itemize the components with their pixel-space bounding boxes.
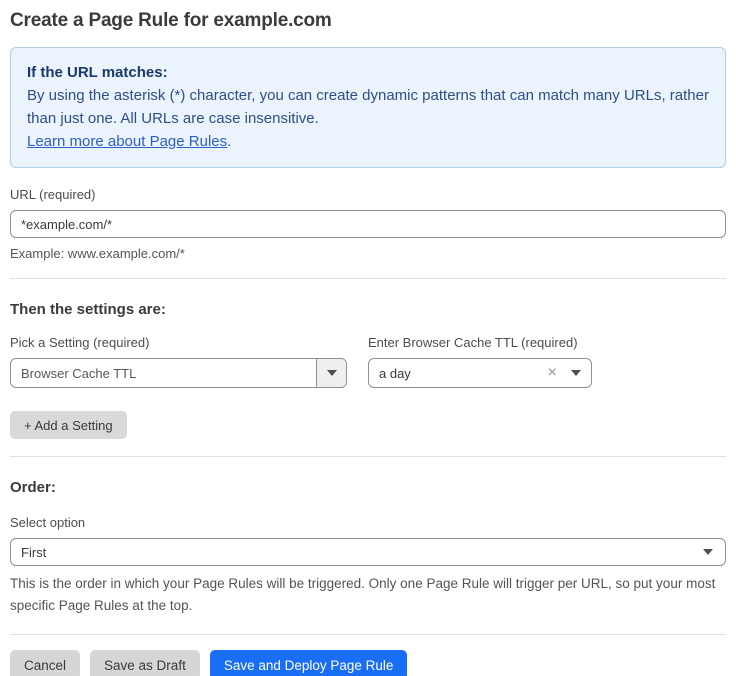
- clear-icon[interactable]: ×: [547, 364, 557, 381]
- ttl-picker-label: Enter Browser Cache TTL (required): [368, 335, 578, 350]
- ttl-picker-column: [368, 318, 592, 388]
- setting-picker-caret-segment[interactable]: [316, 359, 346, 387]
- chevron-down-icon: [327, 370, 337, 376]
- order-select[interactable]: [10, 538, 726, 566]
- save-and-deploy-button[interactable]: Save and Deploy Page Rule: [210, 650, 408, 676]
- order-select-value: First: [21, 544, 47, 560]
- ttl-picker-combobox[interactable]: [368, 358, 592, 388]
- order-helper-text: This is the order in which your Page Rules will be triggered. Only one Page Rule will trigger per URL, so put your most specific Page Rules at the top.: [10, 576, 716, 613]
- setting-picker-label: Pick a Setting (required): [10, 335, 150, 350]
- setting-picker-select[interactable]: [10, 358, 347, 388]
- form-actions: [10, 650, 726, 676]
- chevron-down-icon: [703, 549, 713, 555]
- divider: [10, 278, 726, 279]
- settings-row: [10, 318, 726, 388]
- setting-picker-column: [10, 318, 347, 388]
- setting-picker-value: Browser Cache TTL: [21, 365, 137, 381]
- save-as-draft-button[interactable]: Save as Draft: [90, 650, 200, 676]
- url-field-label: URL (required): [10, 187, 96, 202]
- page-title: Create a Page Rule for example.com: [10, 10, 332, 31]
- chevron-down-icon: [571, 370, 581, 376]
- url-input[interactable]: [10, 210, 726, 238]
- cancel-button[interactable]: Cancel: [10, 650, 80, 676]
- divider: [10, 456, 726, 457]
- link-suffix: .: [227, 133, 232, 150]
- add-setting-button[interactable]: + Add a Setting: [10, 411, 127, 439]
- ttl-picker-value: a day: [379, 365, 411, 381]
- order-select-label: Select option: [10, 515, 86, 530]
- order-section-heading: Order:: [10, 479, 56, 496]
- divider: [10, 634, 726, 635]
- url-example-helper: Example: www.example.com/*: [10, 246, 185, 261]
- learn-more-link[interactable]: Learn more about Page Rules: [27, 133, 228, 150]
- settings-section-heading: Then the settings are:: [10, 301, 166, 318]
- info-box-body: By using the asterisk (*) character, you can create dynamic patterns that can match many URLs, rather than just one. All URLs are case insensitive.: [27, 87, 709, 127]
- url-match-info-box: [10, 47, 726, 168]
- info-box-heading: If the URL matches:: [27, 64, 168, 81]
- info-box-link-line: [27, 130, 709, 153]
